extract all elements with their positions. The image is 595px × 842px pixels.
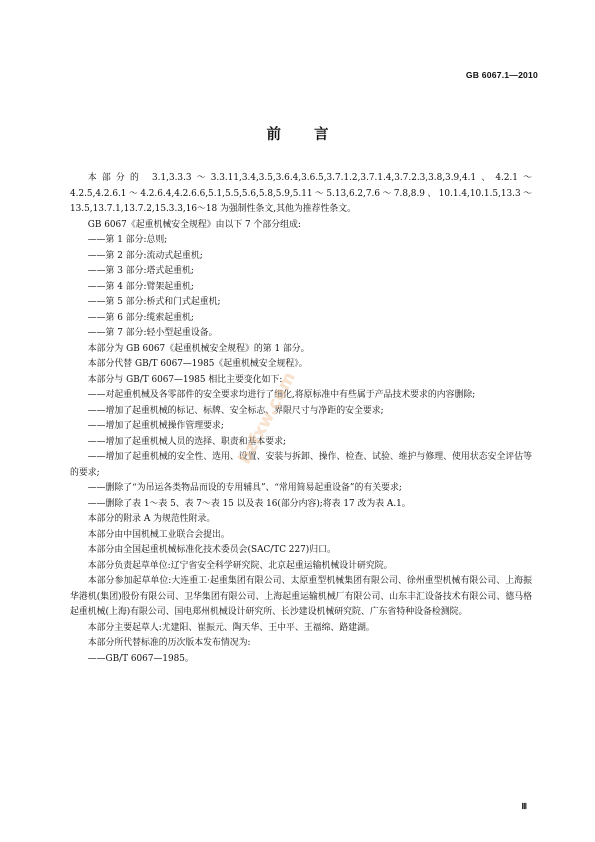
watermark-text: bzfxw.com [234,368,300,468]
page-number: Ⅲ [521,802,527,811]
paragraph-parts-intro: GB 6067《起重机械安全规程》由以下 7 个部分组成: [87,219,301,230]
paragraph-history-intro: 本部分所代替标准的历次版本发布情况为: [87,638,251,648]
paragraph-participating-drafters: 本部分参加起草单位:大连重工·起重集团有限公司、太原重型机械集团有限公司、徐州重型机械有限公司、上海振华港机(集团)股份有限公司、卫华集团有限公司、上海起重运输机械厂有限公司、山东丰汇设备技术有限公司、德马格起重机械(上海)有限公司、国电郑州机械设计研究所、长沙建设机械研究院、广东省特种设备检测院。 [70,576,532,617]
list-item-part-6: ——第 6 部分:缆索起重机; [87,312,194,323]
list-item-change-1: ——对起重机械及各零部件的安全要求均进行了细化,将原标准中有些属于产品技术要求的内容删除; [87,390,476,400]
paragraph-proposed-by: 本部分由中国机械工业联合会提出。 [87,529,230,540]
paragraph-main-drafters: 本部分主要起草人:尤建阳、崔振元、陶天华、王中平、王福绵、路建湖。 [87,622,375,633]
list-item-part-2: ——第 2 部分:流动式起重机; [87,250,203,261]
list-item-history: ——GB/T 6067—1985。 [87,653,194,664]
list-item-change-7: ——删除了表 1～表 5、表 7～表 15 以及表 16(部分内容);将表 17 改为表 A.1。 [87,498,411,509]
paragraph-mandatory-clauses: 本部分的 3.1,3.3.3～3.3.11,3.4,3.5,3.6.4,3.6.5,3.7.1.2,3.7.1.4,3.7.2.3,3.8,3.9,4.1、4.2.1～4.2.5,4.2.6.1～4.2.6.4,4.2.6.6,5.1,5.5,5.6,5.8,5.9,5.11～5.13,6.2,7.6～7.8,8.9、10.1.4,10.1.5,13.3～13.5,13.7.1,13.7.2,15.3.3,16～18 为强制性条文,其他为推荐性条文。 [70,173,532,214]
paragraph-annex: 本部分的附录 A 为规范性附录。 [87,514,216,524]
paragraph-lead-drafters: 本部分负责起草单位:辽宁省安全科学研究院、北京起重运输机械设计研究院。 [87,560,393,571]
list-item-part-4: ——第 4 部分:臂架起重机; [87,281,194,292]
foreword-body [70,171,532,667]
list-item-change-4: ——增加了起重机械人员的选择、职责和基本要求; [87,436,287,447]
paragraph-part-of-standard: 本部分为 GB 6067《起重机械安全规程》的第 1 部分。 [87,343,310,354]
paragraph-administered-by: 本部分由全国起重机械标准化技术委员会(SAC/TC 227)归口。 [87,545,336,555]
list-item-part-7: ——第 7 部分:轻小型起重设备。 [87,328,218,338]
list-item-change-2: ——增加了起重机械的标记、标牌、安全标志、界限尺寸与净距的安全要求; [87,405,384,416]
list-item-change-6: ——删除了“为吊运各类物品而设的专用辅具”、“常用简易起重设备”的有关要求; [87,483,402,493]
list-item-part-3: ——第 3 部分:塔式起重机; [87,266,194,276]
paragraph-changes-intro: 本部分与 GB/T 6067—1985 相比主要变化如下: [87,374,283,385]
list-item-change-5: ——增加了起重机械的安全性、选用、设置、安装与拆卸、操作、检查、试验、维护与修理、使用状态安全评估等的要求; [70,452,532,478]
list-item-part-1: ——第 1 部分:总则; [87,235,168,245]
list-item-change-3: ——增加了起重机械操作管理要求; [87,421,224,431]
standard-code: GB 6067.1—2010 [465,70,538,80]
page-title: 前 言 [266,127,343,143]
list-item-part-5: ——第 5 部分:桥式和门式起重机; [87,297,221,307]
paragraph-replaces: 本部分代替 GB/T 6067—1985《起重机械安全规程》。 [87,359,308,369]
